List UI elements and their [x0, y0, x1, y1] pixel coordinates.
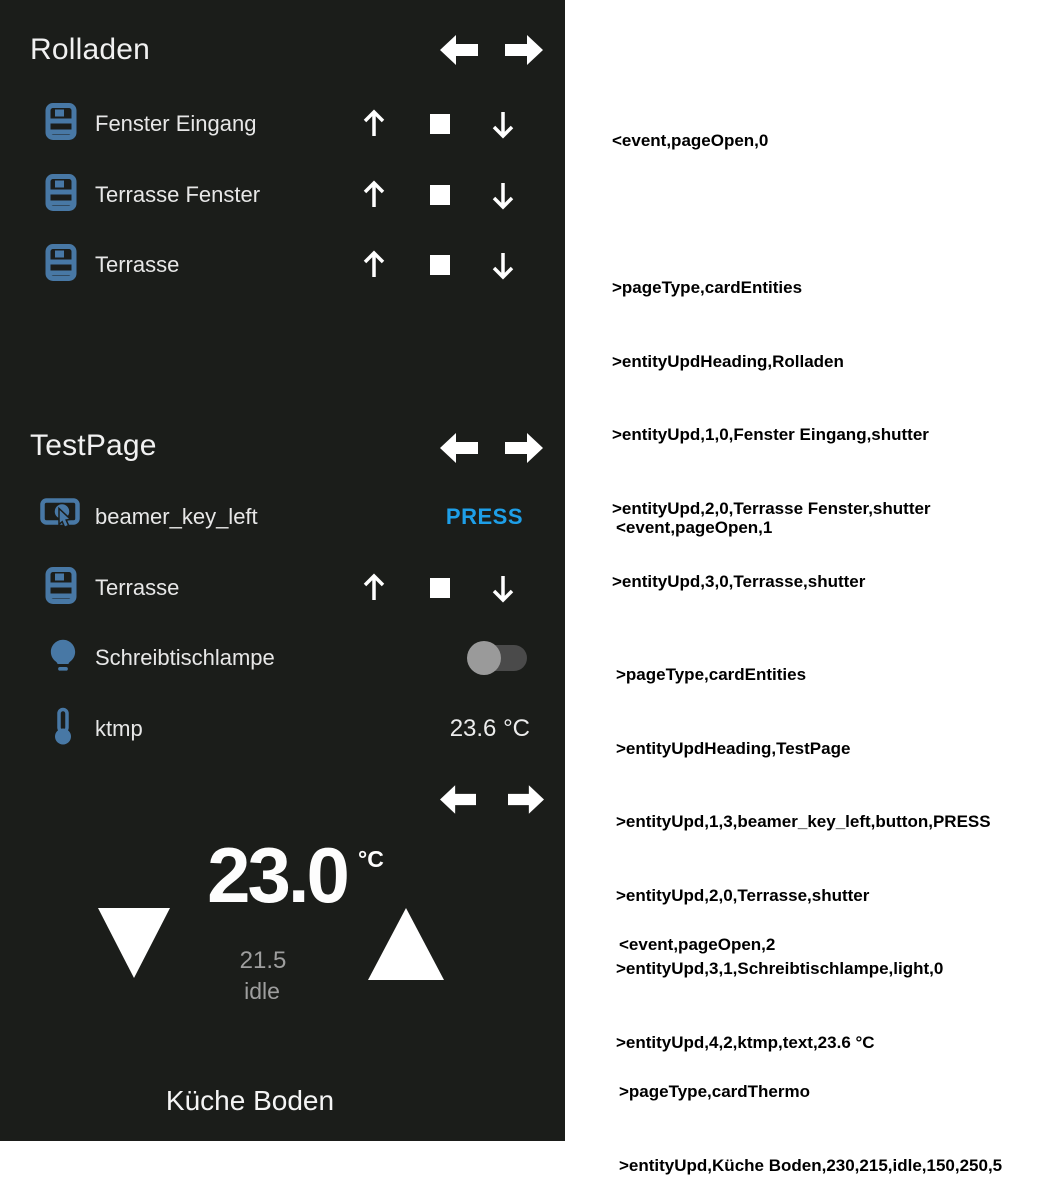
shutter-down-icon[interactable]: [489, 108, 517, 140]
temperature-value: 23.6 °C: [449, 715, 530, 742]
shutter-down-icon[interactable]: [489, 179, 517, 211]
shutter-down-icon[interactable]: [489, 249, 517, 281]
lightbulb-icon: [48, 639, 78, 678]
shutter-stop-icon[interactable]: [430, 114, 450, 134]
protocol-line: >pageType,cardEntities: [612, 278, 803, 297]
entity-row-terrasse: [0, 239, 565, 291]
thermometer-icon: [52, 708, 74, 751]
entity-label: Fenster Eingang: [95, 111, 257, 136]
shutter-down-icon[interactable]: [489, 572, 517, 604]
protocol-line: <event,pageOpen,1: [616, 518, 773, 537]
protocol-line: >entityUpd,3,1,Schreibtischlampe,light,0: [616, 959, 944, 978]
protocol-line: >entityUpdHeading,TestPage: [616, 738, 851, 758]
protocol-line: [616, 590, 991, 615]
page-prev-arrow-icon[interactable]: [440, 433, 478, 463]
window-shutter-icon: [45, 244, 77, 287]
page-prev-arrow-icon[interactable]: [440, 785, 476, 814]
shutter-stop-icon[interactable]: [430, 578, 450, 598]
entity-label: beamer_key_left: [95, 504, 258, 529]
page-prev-arrow-icon[interactable]: [440, 35, 478, 65]
protocol-line: >pageType,cardEntities: [616, 665, 807, 684]
protocol-line: >entityUpd,4,2,ktmp,text,23.6 °C: [616, 1032, 875, 1052]
entity-label: Terrasse: [95, 575, 180, 600]
entity-row-fenster-eingang: [0, 98, 565, 150]
thermostat-state: idle: [244, 978, 280, 1004]
shutter-stop-icon[interactable]: [430, 185, 450, 205]
entity-row-ktmp: [0, 703, 565, 755]
shutter-up-icon[interactable]: [360, 179, 388, 211]
protocol-line: <event,pageOpen,2: [619, 935, 776, 954]
gesture-tap-button-icon: [40, 496, 80, 539]
window-shutter-icon: [45, 567, 77, 610]
protocol-line: [612, 203, 931, 228]
protocol-line: >entityUpdHeading,Rolladen: [612, 351, 844, 371]
protocol-line: >entityUpd,3,0,Terrasse,shutter: [612, 572, 866, 591]
page-next-arrow-icon[interactable]: [505, 433, 543, 463]
window-shutter-icon: [45, 174, 77, 217]
protocol-line: [619, 1007, 1002, 1032]
shutter-up-icon[interactable]: [360, 108, 388, 140]
entity-row-terrasse-fenster: [0, 169, 565, 221]
shutter-stop-icon[interactable]: [430, 255, 450, 275]
toggle-knob: [467, 641, 501, 675]
protocol-line: >entityUpd,1,3,beamer_key_left,button,PRESS: [616, 812, 991, 831]
protocol-line: >entityUpd,1,0,Fenster Eingang,shutter: [612, 425, 929, 444]
temp-decrease-triangle-button[interactable]: [98, 908, 170, 985]
protocol-line: <event,pageOpen,0: [612, 131, 769, 150]
protocol-line: >entityUpd,2,0,Terrasse Fenster,shutter: [612, 498, 931, 518]
light-toggle-switch[interactable]: [467, 640, 527, 676]
thermostat-name: Küche Boden: [165, 1085, 335, 1116]
card-rolladen-title: Rolladen: [30, 33, 151, 66]
entity-label: Terrasse: [95, 252, 180, 277]
temp-increase-triangle-button[interactable]: [368, 908, 444, 985]
entity-label: Schreibtischlampe: [95, 645, 275, 670]
page-next-arrow-icon[interactable]: [508, 785, 544, 814]
entity-row-schreibtischlampe: [0, 632, 565, 684]
entity-label: ktmp: [95, 716, 143, 741]
entity-row-beamer-key-left: [0, 491, 565, 543]
target-temperature: 21.5: [239, 947, 287, 974]
protocol-line: >pageType,cardThermo: [619, 1082, 810, 1101]
page-next-arrow-icon[interactable]: [505, 35, 543, 65]
entity-row-terrasse: [0, 562, 565, 614]
window-shutter-icon: [45, 103, 77, 146]
protocol-line: >entityUpd,Küche Boden,230,215,idle,150,250,5: [619, 1155, 1003, 1175]
current-temperature: 23.0: [207, 831, 347, 919]
shutter-up-icon[interactable]: [360, 249, 388, 281]
press-button[interactable]: PRESS: [445, 504, 523, 529]
protocol-line: >entityUpd,2,0,Terrasse,shutter: [616, 885, 870, 905]
card-testpage-title: TestPage: [30, 429, 157, 462]
protocol-block-page2: [619, 884, 1002, 1203]
entity-label: Terrasse Fenster: [95, 182, 261, 207]
shutter-up-icon[interactable]: [360, 572, 388, 604]
temperature-unit: °C: [358, 846, 384, 872]
